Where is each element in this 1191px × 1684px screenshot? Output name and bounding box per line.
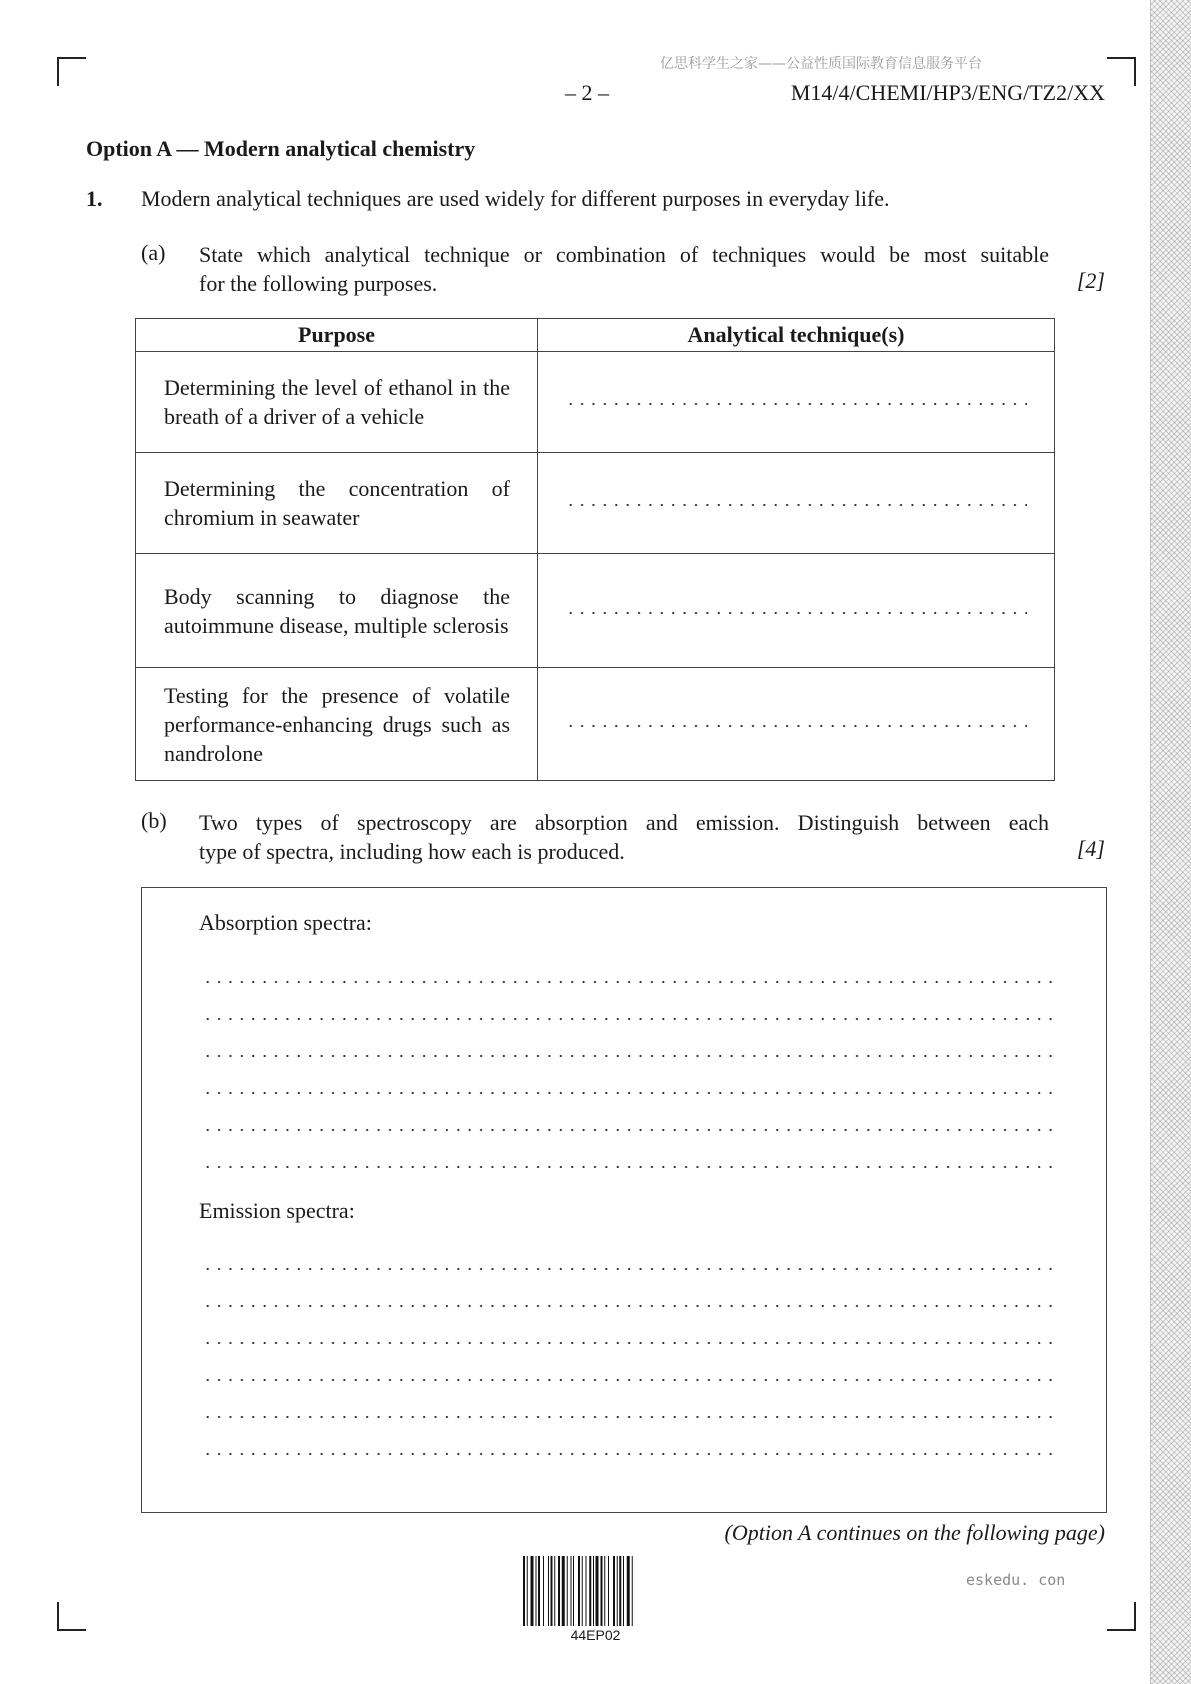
dotted-answer-line — [565, 399, 1027, 409]
part-a-marks: [2] — [1076, 268, 1105, 293]
technique-answer-field[interactable] — [538, 554, 1055, 668]
table-row — [136, 554, 1055, 668]
technique-answer-field[interactable] — [538, 453, 1055, 554]
part-b-text-line2: type of spectra, including how each is produced. — [199, 839, 625, 864]
answer-line[interactable] — [202, 1412, 1054, 1422]
answer-line[interactable] — [202, 1338, 1054, 1348]
answer-line[interactable] — [202, 1125, 1054, 1135]
purpose-cell: Body scanning to diagnose the autoimmune disease, multiple sclerosis — [136, 554, 538, 668]
page-number: – 2 – — [565, 80, 609, 105]
barcode-icon — [523, 1556, 668, 1626]
answer-line[interactable] — [202, 1264, 1054, 1274]
part-b-label: (b) — [141, 808, 167, 833]
answer-line[interactable] — [202, 1449, 1054, 1459]
dotted-answer-line — [565, 500, 1027, 510]
answer-line[interactable] — [202, 1162, 1054, 1172]
answer-line[interactable] — [202, 1088, 1054, 1098]
question-text: Modern analytical techniques are used widely for different purposes in everyday life. — [141, 186, 890, 211]
emission-spectra-label: Emission spectra: — [199, 1198, 355, 1223]
purpose-cell: Testing for the presence of volatile performance-enhancing drugs such as nandrolone — [136, 668, 538, 781]
answer-line[interactable] — [202, 1014, 1054, 1024]
paper-code: M14/4/CHEMI/HP3/ENG/TZ2/XX — [790, 80, 1105, 105]
continues-note: (Option A continues on the following page) — [724, 1520, 1105, 1545]
crop-mark-top-right — [1107, 57, 1136, 86]
answer-line[interactable] — [202, 1375, 1054, 1385]
page-edge-pattern — [1150, 0, 1191, 1684]
technique-answer-field[interactable] — [538, 352, 1055, 453]
part-a-text-line1: State which analytical technique or combination of techniques would be most suitable — [199, 242, 1049, 267]
absorption-spectra-label: Absorption spectra: — [199, 910, 372, 935]
crop-mark-bottom-right — [1107, 1602, 1136, 1631]
table-row — [136, 453, 1055, 554]
dotted-answer-line — [565, 721, 1027, 731]
part-b-marks: [4] — [1076, 836, 1105, 861]
part-b-text-line1: Two types of spectroscopy are absorption and emission. Distinguish between each — [199, 810, 1049, 835]
table-row — [136, 668, 1055, 781]
barcode-number: 44EP02 — [570, 1627, 621, 1643]
crop-mark-top-left — [57, 57, 86, 86]
column-header-purpose: Purpose — [136, 319, 538, 352]
question-number: 1. — [86, 186, 103, 211]
dotted-answer-line — [565, 608, 1027, 618]
purpose-cell: Determining the concentration of chromium in seawater — [136, 453, 538, 554]
option-title: Option A — Modern analytical chemistry — [86, 136, 476, 161]
answer-box[interactable] — [141, 887, 1107, 1513]
watermark-text: 亿思科学生之家——公益性质国际教育信息服务平台 — [660, 56, 982, 72]
purpose-cell: Determining the level of ethanol in the breath of a driver of a vehicle — [136, 352, 538, 453]
answer-line[interactable] — [202, 1051, 1054, 1061]
answer-line[interactable] — [202, 1301, 1054, 1311]
table-row — [136, 352, 1055, 453]
answer-line[interactable] — [202, 977, 1054, 987]
column-header-technique: Analytical technique(s) — [538, 319, 1055, 352]
part-a-label: (a) — [141, 240, 166, 265]
techniques-table — [135, 318, 1055, 781]
crop-mark-bottom-left — [57, 1602, 86, 1631]
site-watermark: eskedu. con — [966, 1571, 1066, 1589]
part-b-text — [199, 808, 1049, 866]
part-a-text — [199, 240, 1049, 298]
part-a-text-line2: for the following purposes. — [199, 271, 438, 296]
table-header-row — [136, 319, 1055, 352]
technique-answer-field[interactable] — [538, 668, 1055, 781]
